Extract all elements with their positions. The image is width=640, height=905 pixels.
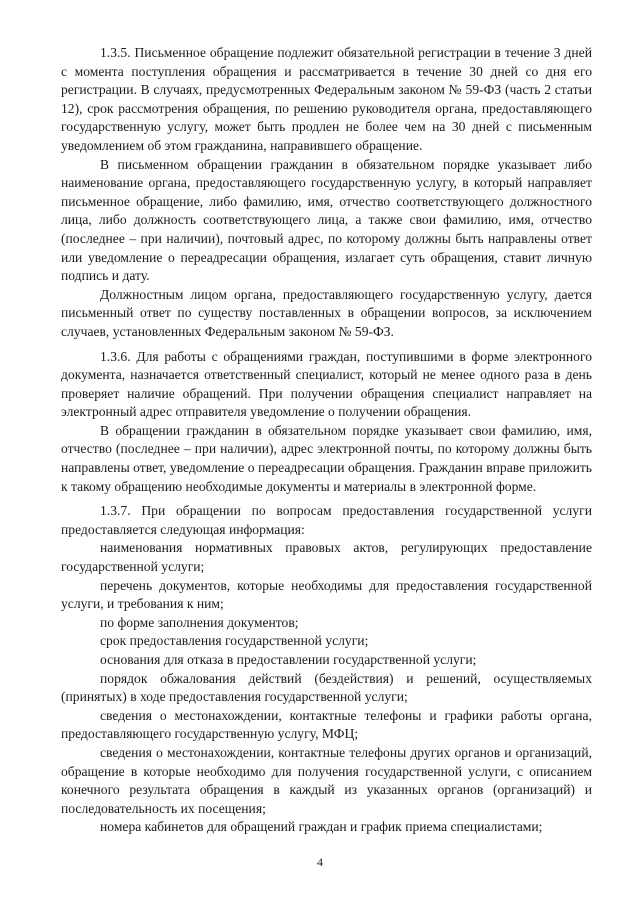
list-item-documents-list: перечень документов, которые необходимы для предоставления государственной услуги, и требования к ним; [61, 577, 592, 612]
paragraph-written-appeal-requirements: В письменном обращении гражданин в обязательном порядке указывает либо наименование органа, предоставляющего государственную услугу, в который направляет письменное обращение, либо фамилию, имя, отчество соответствующего должностного лица, либо должность соответствующего лица, а также свои фамилию, имя, отчество (последнее – при наличии), почтовый адрес, по которому должны быть направлены ответ или уведомление о переадресации обращения, излагает суть обращения, ставит личную подпись и дату. [61, 156, 592, 284]
paragraph-1-3-5: 1.3.5. Письменное обращение подлежит обязательной регистрации в течение 3 дней с момента поступления обращения и рассматривается в течение 30 дней со дня его регистрации. В случаях, предусмотренных Федеральным законом № 59-ФЗ (часть 2 статьи 12), срок рассмотрения обращения, по решению руководителя органа, предоставляющего государственную услугу, может быть продлен не более чем на 30 дней с письменным уведомлением об этом гражданина, направившего обращение. [61, 45, 592, 153]
paragraph-1-3-7: 1.3.7. При обращении по вопросам предоставления государственной услуги предоставляется следующая информация: [61, 503, 592, 537]
list-item-form-filling: по форме заполнения документов; [100, 614, 299, 630]
paragraph-written-answer: Должностным лицом органа, предоставляющего государственную услугу, дается письменный ответ по существу поставленных в обращении вопросов, за исключением случаев, установленных Федеральным законом № 59-ФЗ. [61, 286, 592, 339]
paragraph-electronic-appeal-requirements: В обращении гражданин в обязательном порядке указывает свои фамилию, имя, отчество (последнее – при наличии), адрес электронной почты, по которому должны быть направлены ответ, уведомление о переадресации обращения. Гражданин вправе приложить к такому обращению необходимые документы и материалы в электронной форме. [61, 422, 592, 494]
list-item-appeal-procedure: порядок обжалования действий (бездействия) и решений, осуществляемых (принятых) в ходе предоставления государственной услуги; [61, 670, 592, 705]
list-item-normative-acts: наименования нормативных правовых актов, регулирующих предоставление государственной услуги; [61, 540, 592, 575]
list-item-refusal-grounds: основания для отказа в предоставлении государственной услуги; [100, 652, 477, 667]
page-number: 4 [317, 855, 323, 869]
paragraph-1-3-6: 1.3.6. Для работы с обращениями граждан, поступившими в форме электронного документа, назначается ответственный специалист, который не менее одного раза в день проверяет наличие обращений. При получении обращения специалист направляет на электронный адрес отправителя уведомление о получении обращения. [61, 348, 592, 420]
list-item-service-term: срок предоставления государственной услуги; [100, 633, 369, 649]
list-item-office-numbers: номера кабинетов для обращений граждан и график приема специалистами; [100, 819, 543, 835]
list-item-other-organizations: сведения о местонахождении, контактные телефоны других органов и организаций, обращение в которые необходимо для получения государственной услуги, с описанием конечного результата обращения в каждый из указанных органов (организаций) и последовательность их посещения; [61, 744, 592, 816]
document-body [61, 44, 592, 837]
list-item-location-contacts: сведения о местонахождении, контактные телефоны и графики работы органа, предоставляющего государственную услугу, МФЦ; [61, 707, 592, 742]
